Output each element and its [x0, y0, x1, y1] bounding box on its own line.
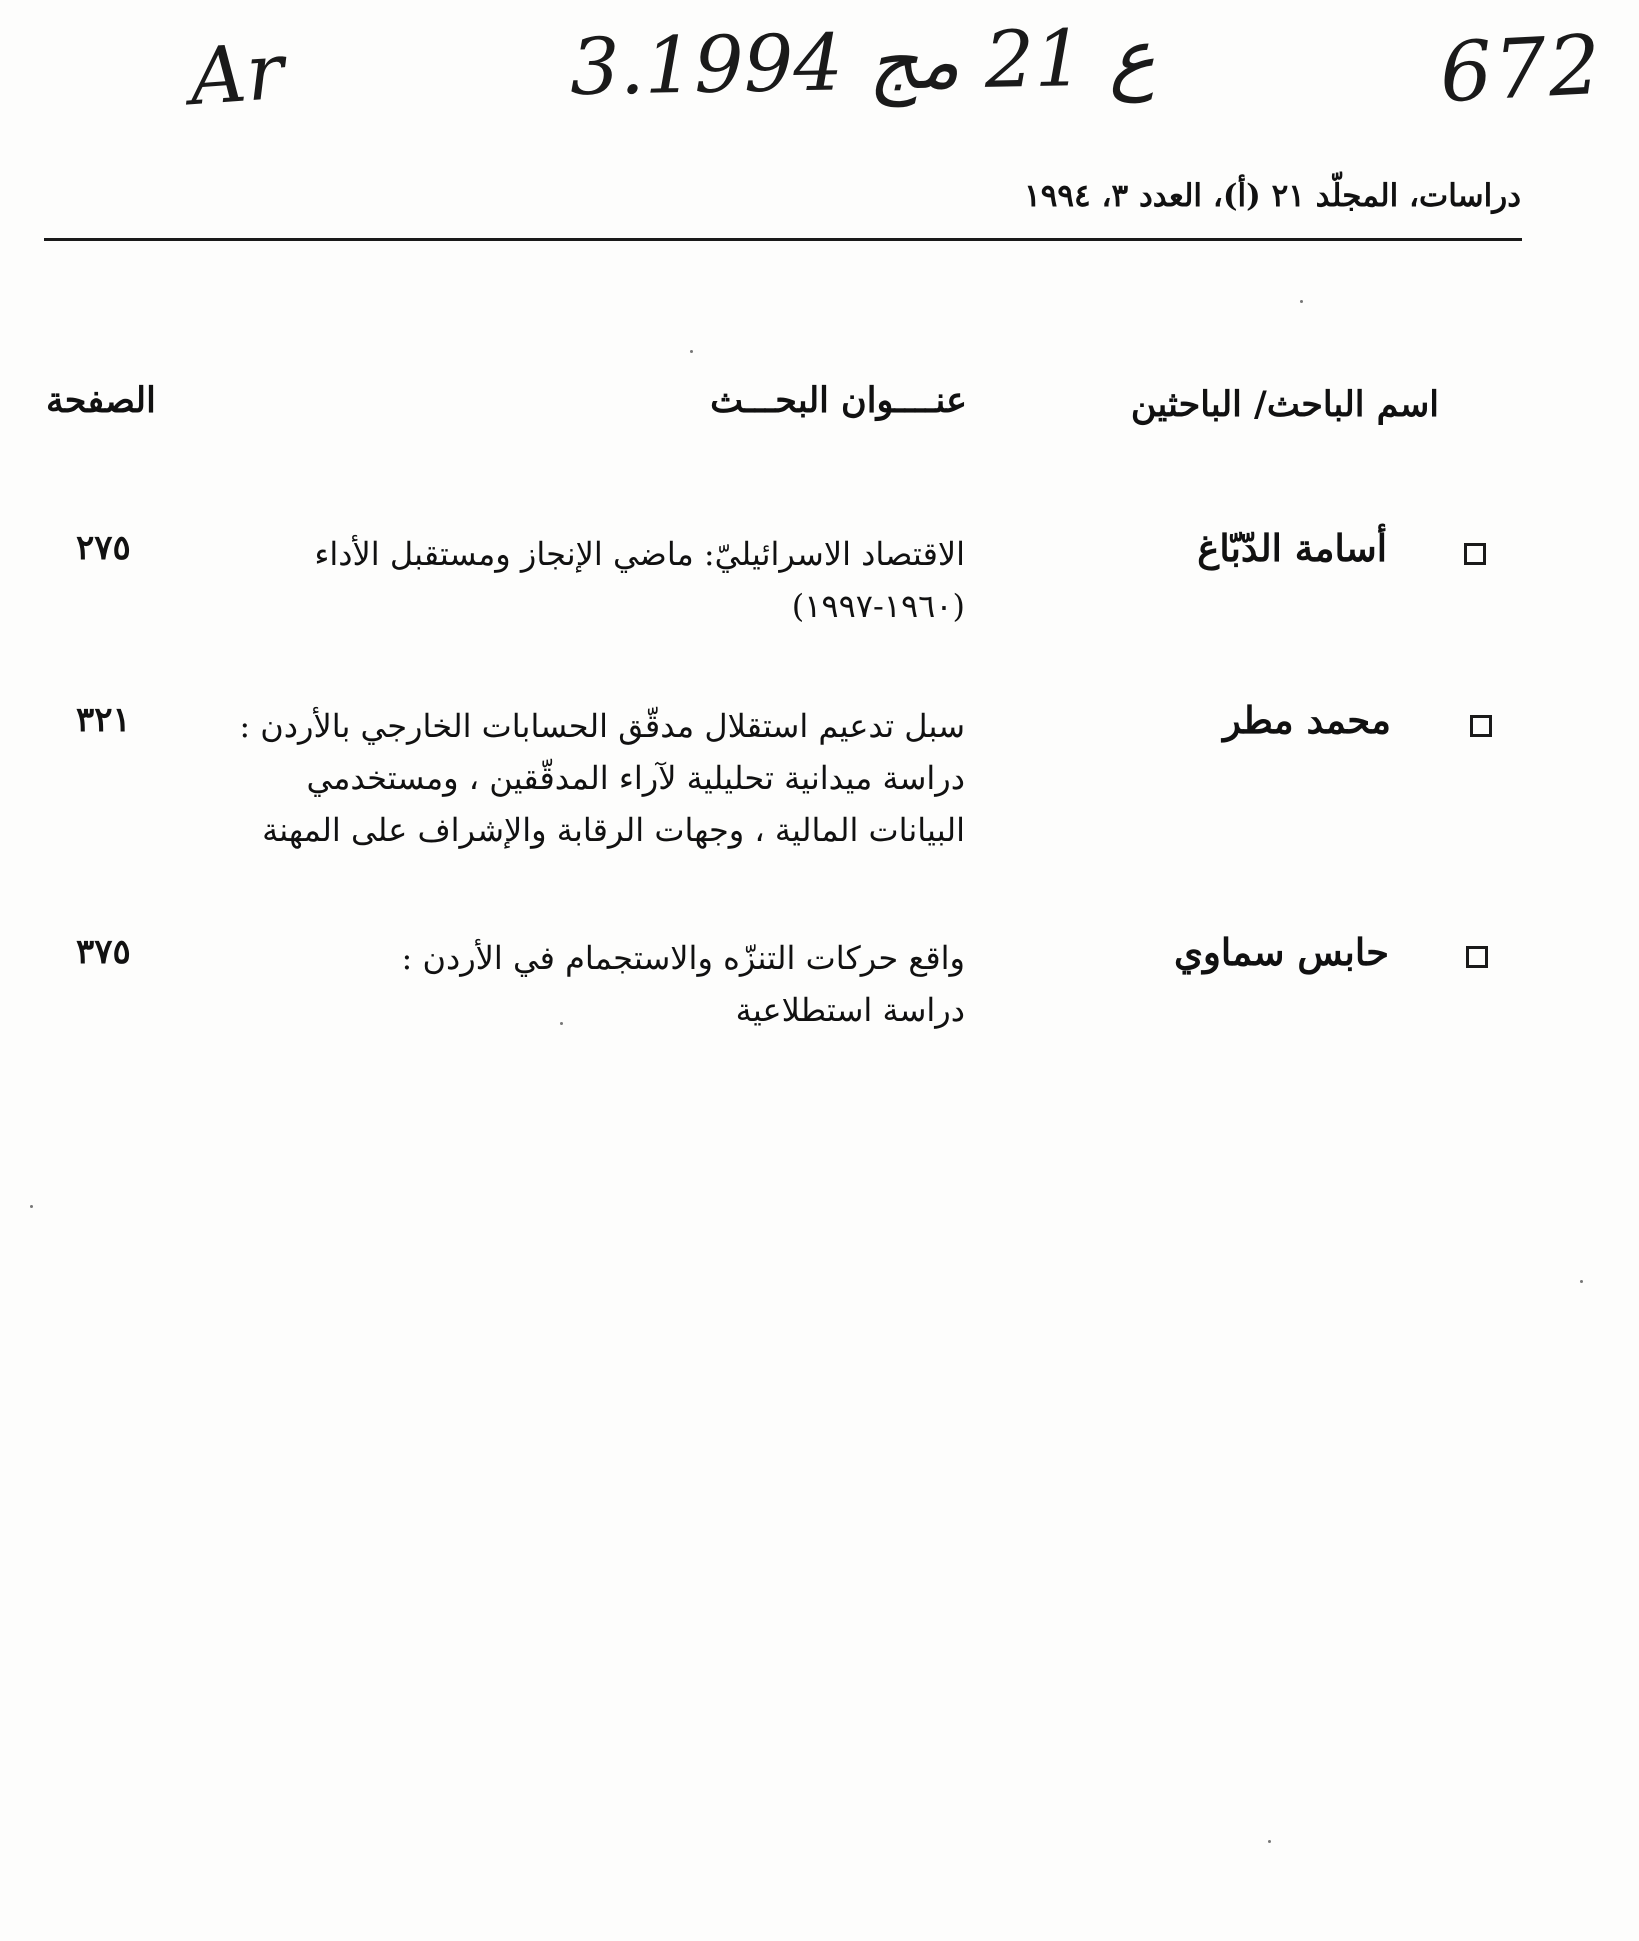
title-line: سبل تدعيم استقلال مدقّق الحسابات الخارجي بالأردن :	[239, 707, 965, 745]
checkbox-icon	[1464, 543, 1486, 565]
paper-title	[245, 932, 965, 1036]
paper-title	[245, 528, 965, 632]
title-line: الاقتصاد الاسرائيليّ: ماضي الإنجاز ومستقبل الأداء	[314, 535, 965, 573]
scan-speck	[30, 1205, 33, 1208]
title-line: دراسة استطلاعية	[735, 991, 965, 1029]
scan-speck	[1300, 300, 1303, 303]
title-line: البيانات المالية ، وجهات الرقابة والإشراف على المهنة	[262, 811, 965, 849]
scan-speck	[1268, 1840, 1271, 1843]
page-number: ٢٧٥	[76, 528, 131, 568]
scan-speck	[560, 1022, 563, 1025]
handwritten-note-right: 672	[1437, 17, 1605, 122]
page-number: ٣٧٥	[76, 932, 131, 972]
scan-speck	[690, 350, 693, 353]
page-number: ٣٢١	[76, 700, 131, 740]
running-header: دراسات، المجلّد ٢١ (أ)، العدد ٣، ١٩٩٤	[1024, 178, 1521, 214]
checkbox-icon	[1466, 946, 1488, 968]
paper-title	[239, 700, 965, 856]
author-name: حابس سماوي	[1174, 930, 1389, 974]
title-line: (١٩٦٠-١٩٩٧)	[791, 587, 965, 625]
checkbox-icon	[1470, 715, 1492, 737]
column-header-author: اسم الباحث/ الباحثين	[1130, 384, 1439, 425]
author-name: محمد مطر	[1223, 698, 1391, 742]
handwritten-note-left: Ar	[186, 26, 287, 124]
column-header-title: عنــــوان البحـــث	[710, 380, 967, 421]
title-line: واقع حركات التنزّه والاستجمام في الأردن :	[401, 939, 965, 977]
title-line: دراسة ميدانية تحليلية لآراء المدقّقين ، ومستخدمي	[306, 759, 965, 797]
scan-speck	[1580, 1280, 1583, 1283]
header-divider	[44, 238, 1522, 241]
column-header-page: الصفحة	[46, 380, 156, 421]
handwritten-note-center: 3.ع 21 مج 1994	[569, 12, 1157, 114]
author-name: أسامة الدّبّاغ	[1197, 526, 1387, 570]
